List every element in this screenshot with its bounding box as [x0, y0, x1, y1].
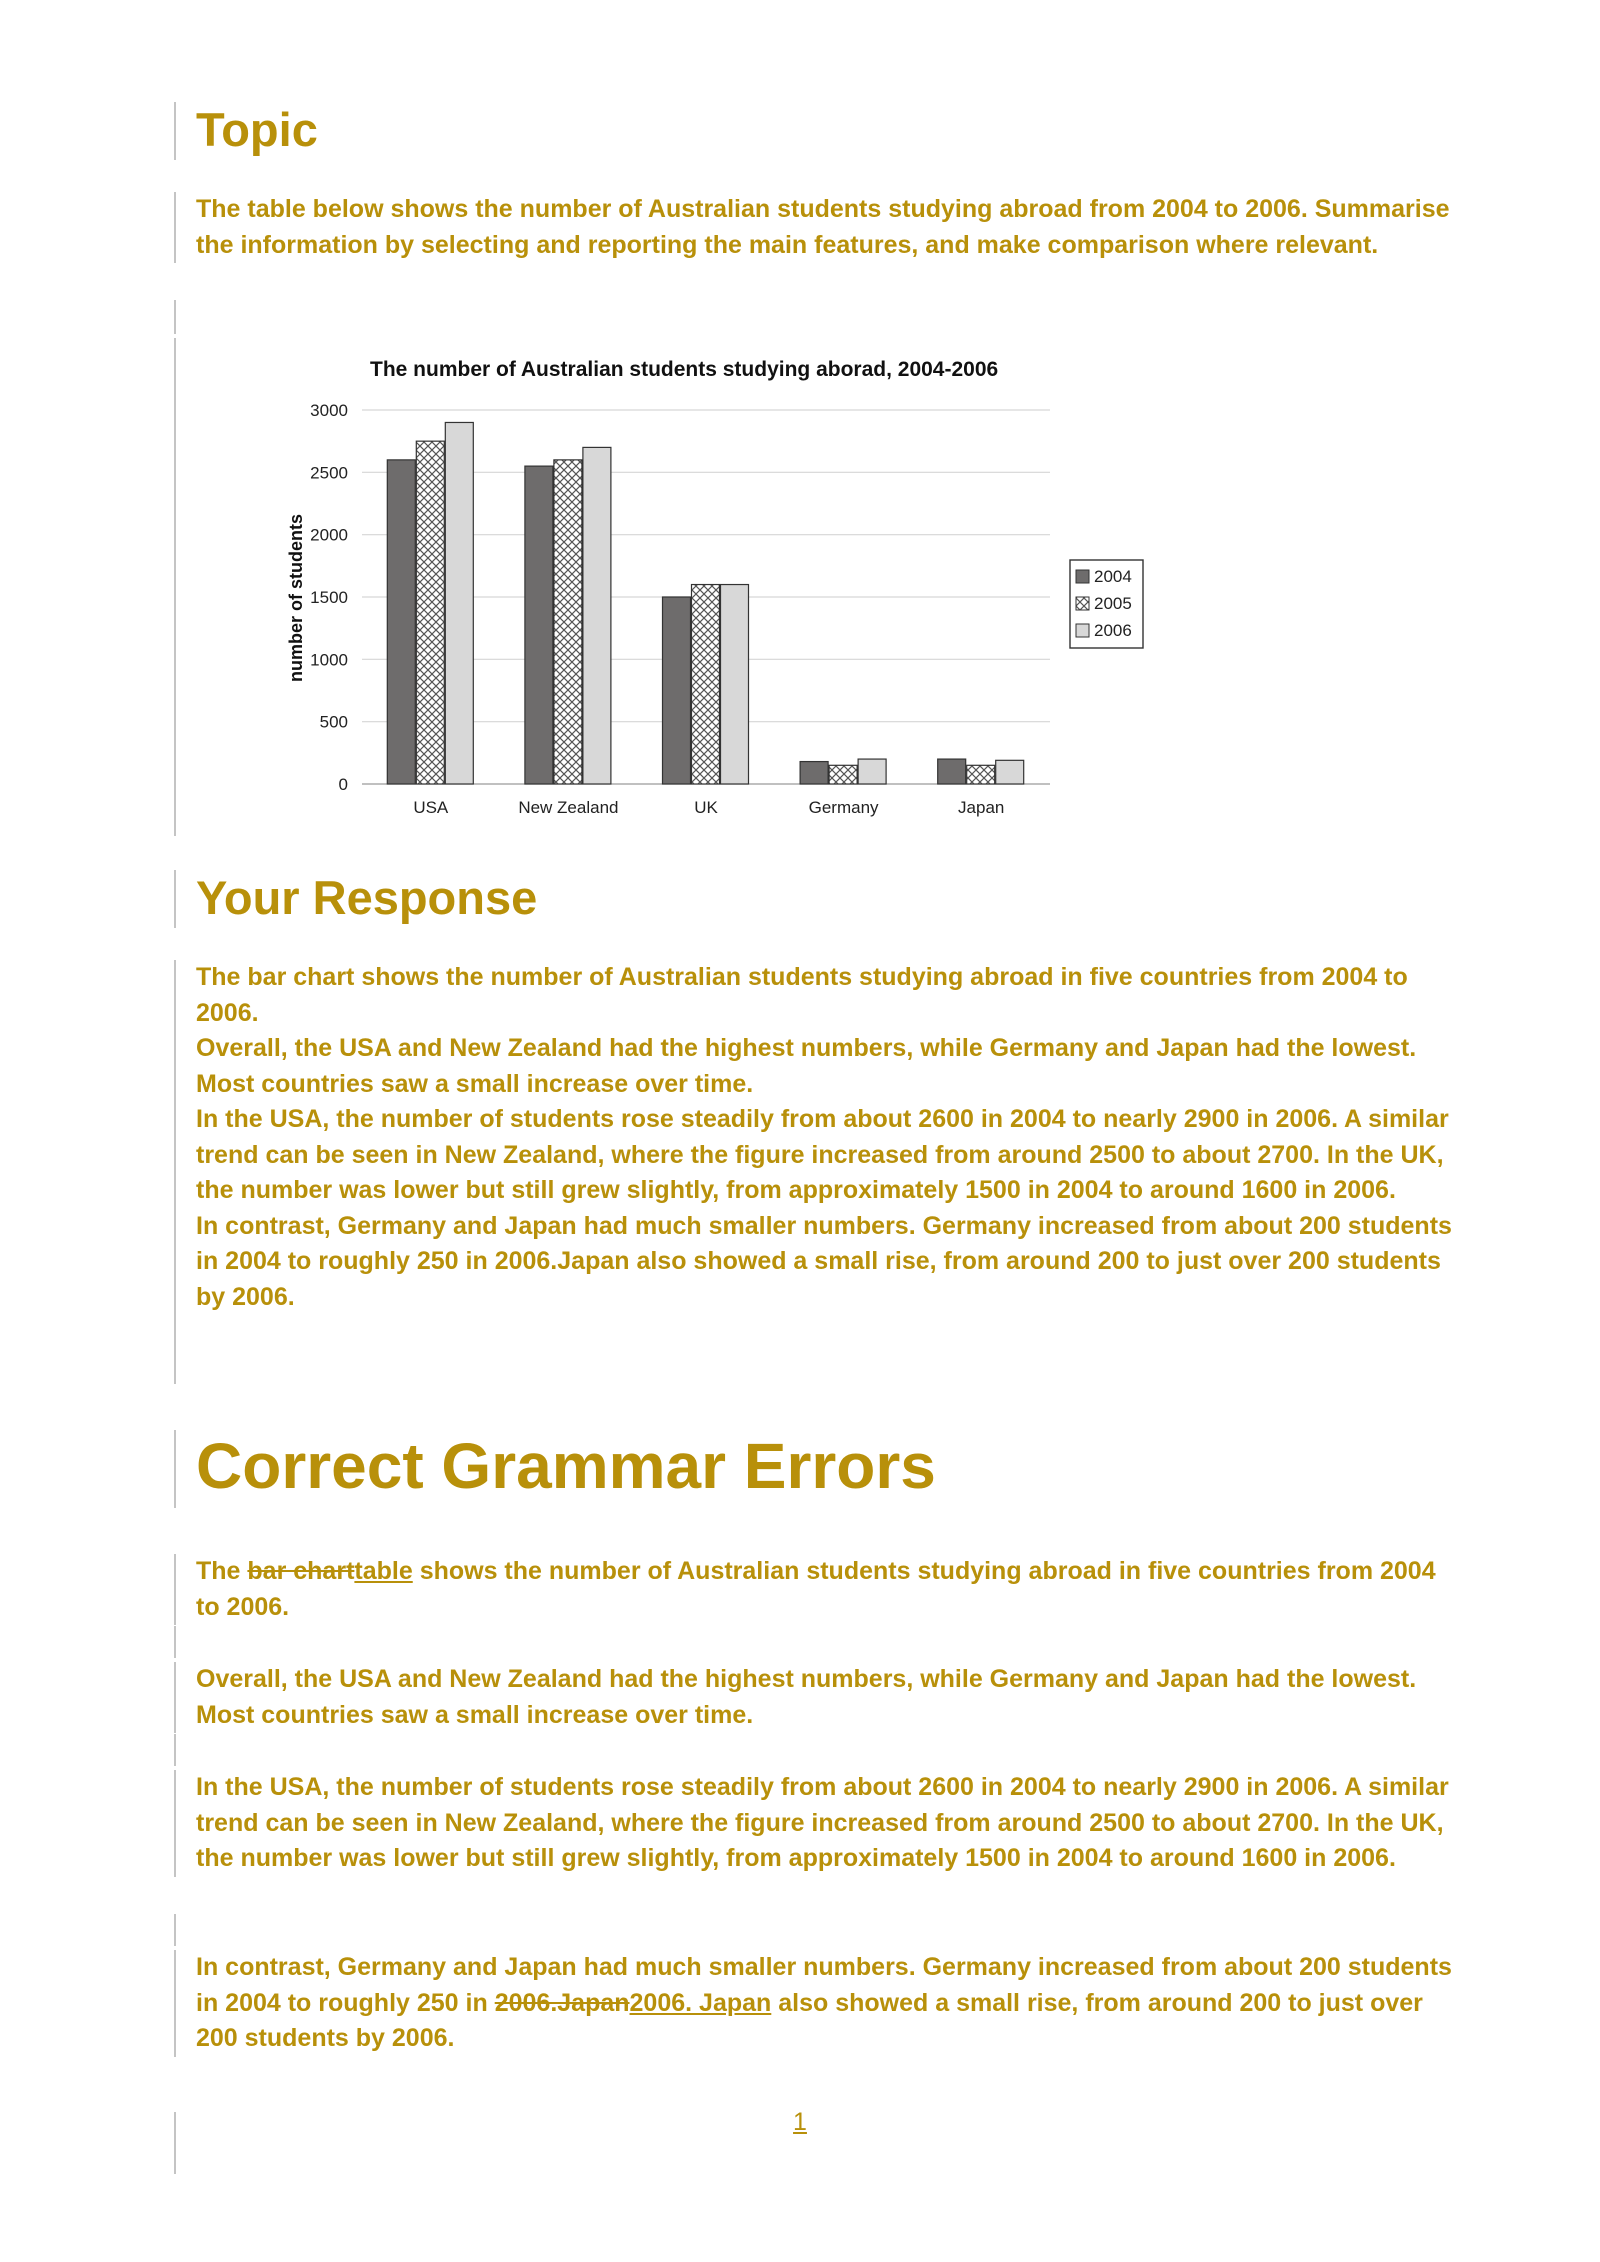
response-paragraph-4: In contrast, Germany and Japan had much smaller numbers. Germany increased from about 200 students in 2004 to roughly 250 in 2006.Japan also showed a small rise, from around 200 to just over 200 students by 2006.: [196, 1211, 1452, 1311]
x-tick-label: New Zealand: [518, 798, 619, 817]
bar-2005-usa: [416, 441, 444, 784]
x-axis-ticks: [413, 798, 1004, 817]
bar-2004-usa: [387, 460, 415, 784]
corrections-heading: Correct Grammar Errors: [196, 1430, 936, 1502]
response-heading-block: [174, 870, 1456, 928]
bar-2004-new-zealand: [525, 466, 553, 784]
corrections-paragraph-2-block: [174, 1662, 1456, 1733]
response-paragraph-2: Overall, the USA and New Zealand had the highest numbers, while Germany and Japan had the lowest. Most countries saw a small increase over time.: [196, 1034, 1417, 1098]
legend-label: 2006: [1094, 621, 1132, 640]
corrections-paragraph-3: In the USA, the number of students rose steadily from about 2600 in 2004 to nearly 2900 in 2006. A similar trend can be seen in New Zealand, where the figure increased from around 2500 to about 2700. In the UK, the number was lower but still grew slightly, from approximately 1500 in 2004 to around 1600 in 2006.: [196, 1773, 1449, 1872]
deleted-text: 2006.Japan: [494, 1988, 630, 2017]
y-axis-ticks: [310, 401, 348, 794]
corrections-paragraph-1: [196, 1554, 1456, 1625]
bar-2005-germany: [829, 765, 857, 784]
bar-2005-new-zealand: [554, 460, 582, 784]
bar-2004-uk: [663, 597, 691, 784]
x-tick-label: Japan: [958, 798, 1005, 817]
deleted-text: bar chart: [247, 1557, 355, 1585]
y-tick-label: 0: [338, 775, 348, 794]
bar-2004-japan: [938, 759, 966, 784]
y-tick-label: 1000: [310, 650, 348, 670]
corrections-heading-block: [174, 1430, 1456, 1508]
x-tick-label: USA: [413, 798, 449, 817]
bar-2005-japan: [967, 765, 995, 784]
bar-2005-uk: [692, 585, 720, 784]
legend: [1070, 560, 1143, 648]
x-tick-label: Germany: [808, 798, 879, 817]
margin-marker: [174, 1914, 176, 1946]
text-run: shows the number of Australian students studying abroad in five countries from 2004 to 2006.: [196, 1557, 1436, 1621]
legend-swatch: [1076, 570, 1089, 583]
corrections-paragraph-2: Overall, the USA and New Zealand had the highest numbers, while Germany and Japan had the lowest. Most countries saw a small increase over time.: [196, 1665, 1417, 1729]
legend-swatch: [1076, 624, 1089, 637]
bar-2006-new-zealand: [583, 447, 611, 784]
response-heading: Your Response: [196, 871, 538, 924]
chart-title: The number of Australian students studying aborad, 2004-2006: [370, 358, 999, 381]
margin-marker: [174, 1626, 176, 1658]
inserted-text: table: [354, 1557, 413, 1585]
response-paragraph-1: The bar chart shows the number of Australian students studying abroad in five countries from 2004 to 2006.: [196, 963, 1408, 1027]
y-tick-label: 1500: [310, 588, 348, 607]
bar-2006-japan: [996, 760, 1024, 784]
topic-heading-block: [174, 102, 1456, 160]
margin-marker: [174, 1734, 176, 1766]
y-tick-label: 3000: [310, 401, 348, 420]
y-tick-label: 2500: [310, 463, 348, 483]
bar-chart: [174, 338, 1436, 836]
bar-2006-usa: [445, 422, 473, 784]
bar-2004-germany: [800, 762, 828, 784]
response-body: [174, 960, 1456, 1384]
text-run: The: [196, 1557, 248, 1585]
page-number[interactable]: 1: [793, 2108, 807, 2136]
legend-label: 2004: [1094, 567, 1132, 586]
topic-prompt: The table below shows the number of Australian students studying abroad from 2004 to 2006. Summarise the information by selecting and reporting the main features, and make comparison where relevant.: [196, 195, 1450, 259]
corrections-paragraph-3-block: [174, 1770, 1456, 1877]
bar-2006-germany: [858, 759, 886, 784]
inserted-text: 2006. Japan: [629, 1988, 772, 2017]
text-run: also showed a small rise, from around 200 to just over 200 students by 2006.: [196, 1988, 1423, 2052]
text-run: In contrast, Germany and Japan had much smaller numbers. Germany increased from about 200 students in 2004 to roughly 250 in: [196, 1953, 1452, 2017]
corrections-paragraph-1-block: [174, 1554, 1456, 1625]
y-tick-label: 500: [319, 712, 348, 732]
y-tick-label: 2000: [310, 525, 348, 545]
topic-prompt-block: [174, 192, 1456, 263]
bar-2006-uk: [721, 585, 749, 784]
response-paragraph-3: In the USA, the number of students rose steadily from about 2600 in 2004 to nearly 2900 in 2006. A similar trend can be seen in New Zealand, where the figure increased from around 2500 to about 2700. In the UK, the number was lower but still grew slightly, from approximately 1500 in 2004 to around 1600 in 2006.: [196, 1105, 1449, 1204]
corrections-paragraph-4: [196, 1950, 1456, 2057]
y-axis-label: number of students: [286, 513, 306, 683]
legend-label: 2005: [1094, 594, 1132, 613]
corrections-paragraph-4-block: [174, 1950, 1456, 2057]
x-tick-label: UK: [694, 798, 718, 817]
topic-heading: Topic: [196, 103, 318, 156]
bar-series: [387, 422, 1023, 784]
margin-marker: [174, 2112, 176, 2174]
margin-marker: [174, 300, 176, 334]
bar-chart-svg: [176, 338, 1176, 836]
legend-swatch: [1076, 597, 1089, 610]
